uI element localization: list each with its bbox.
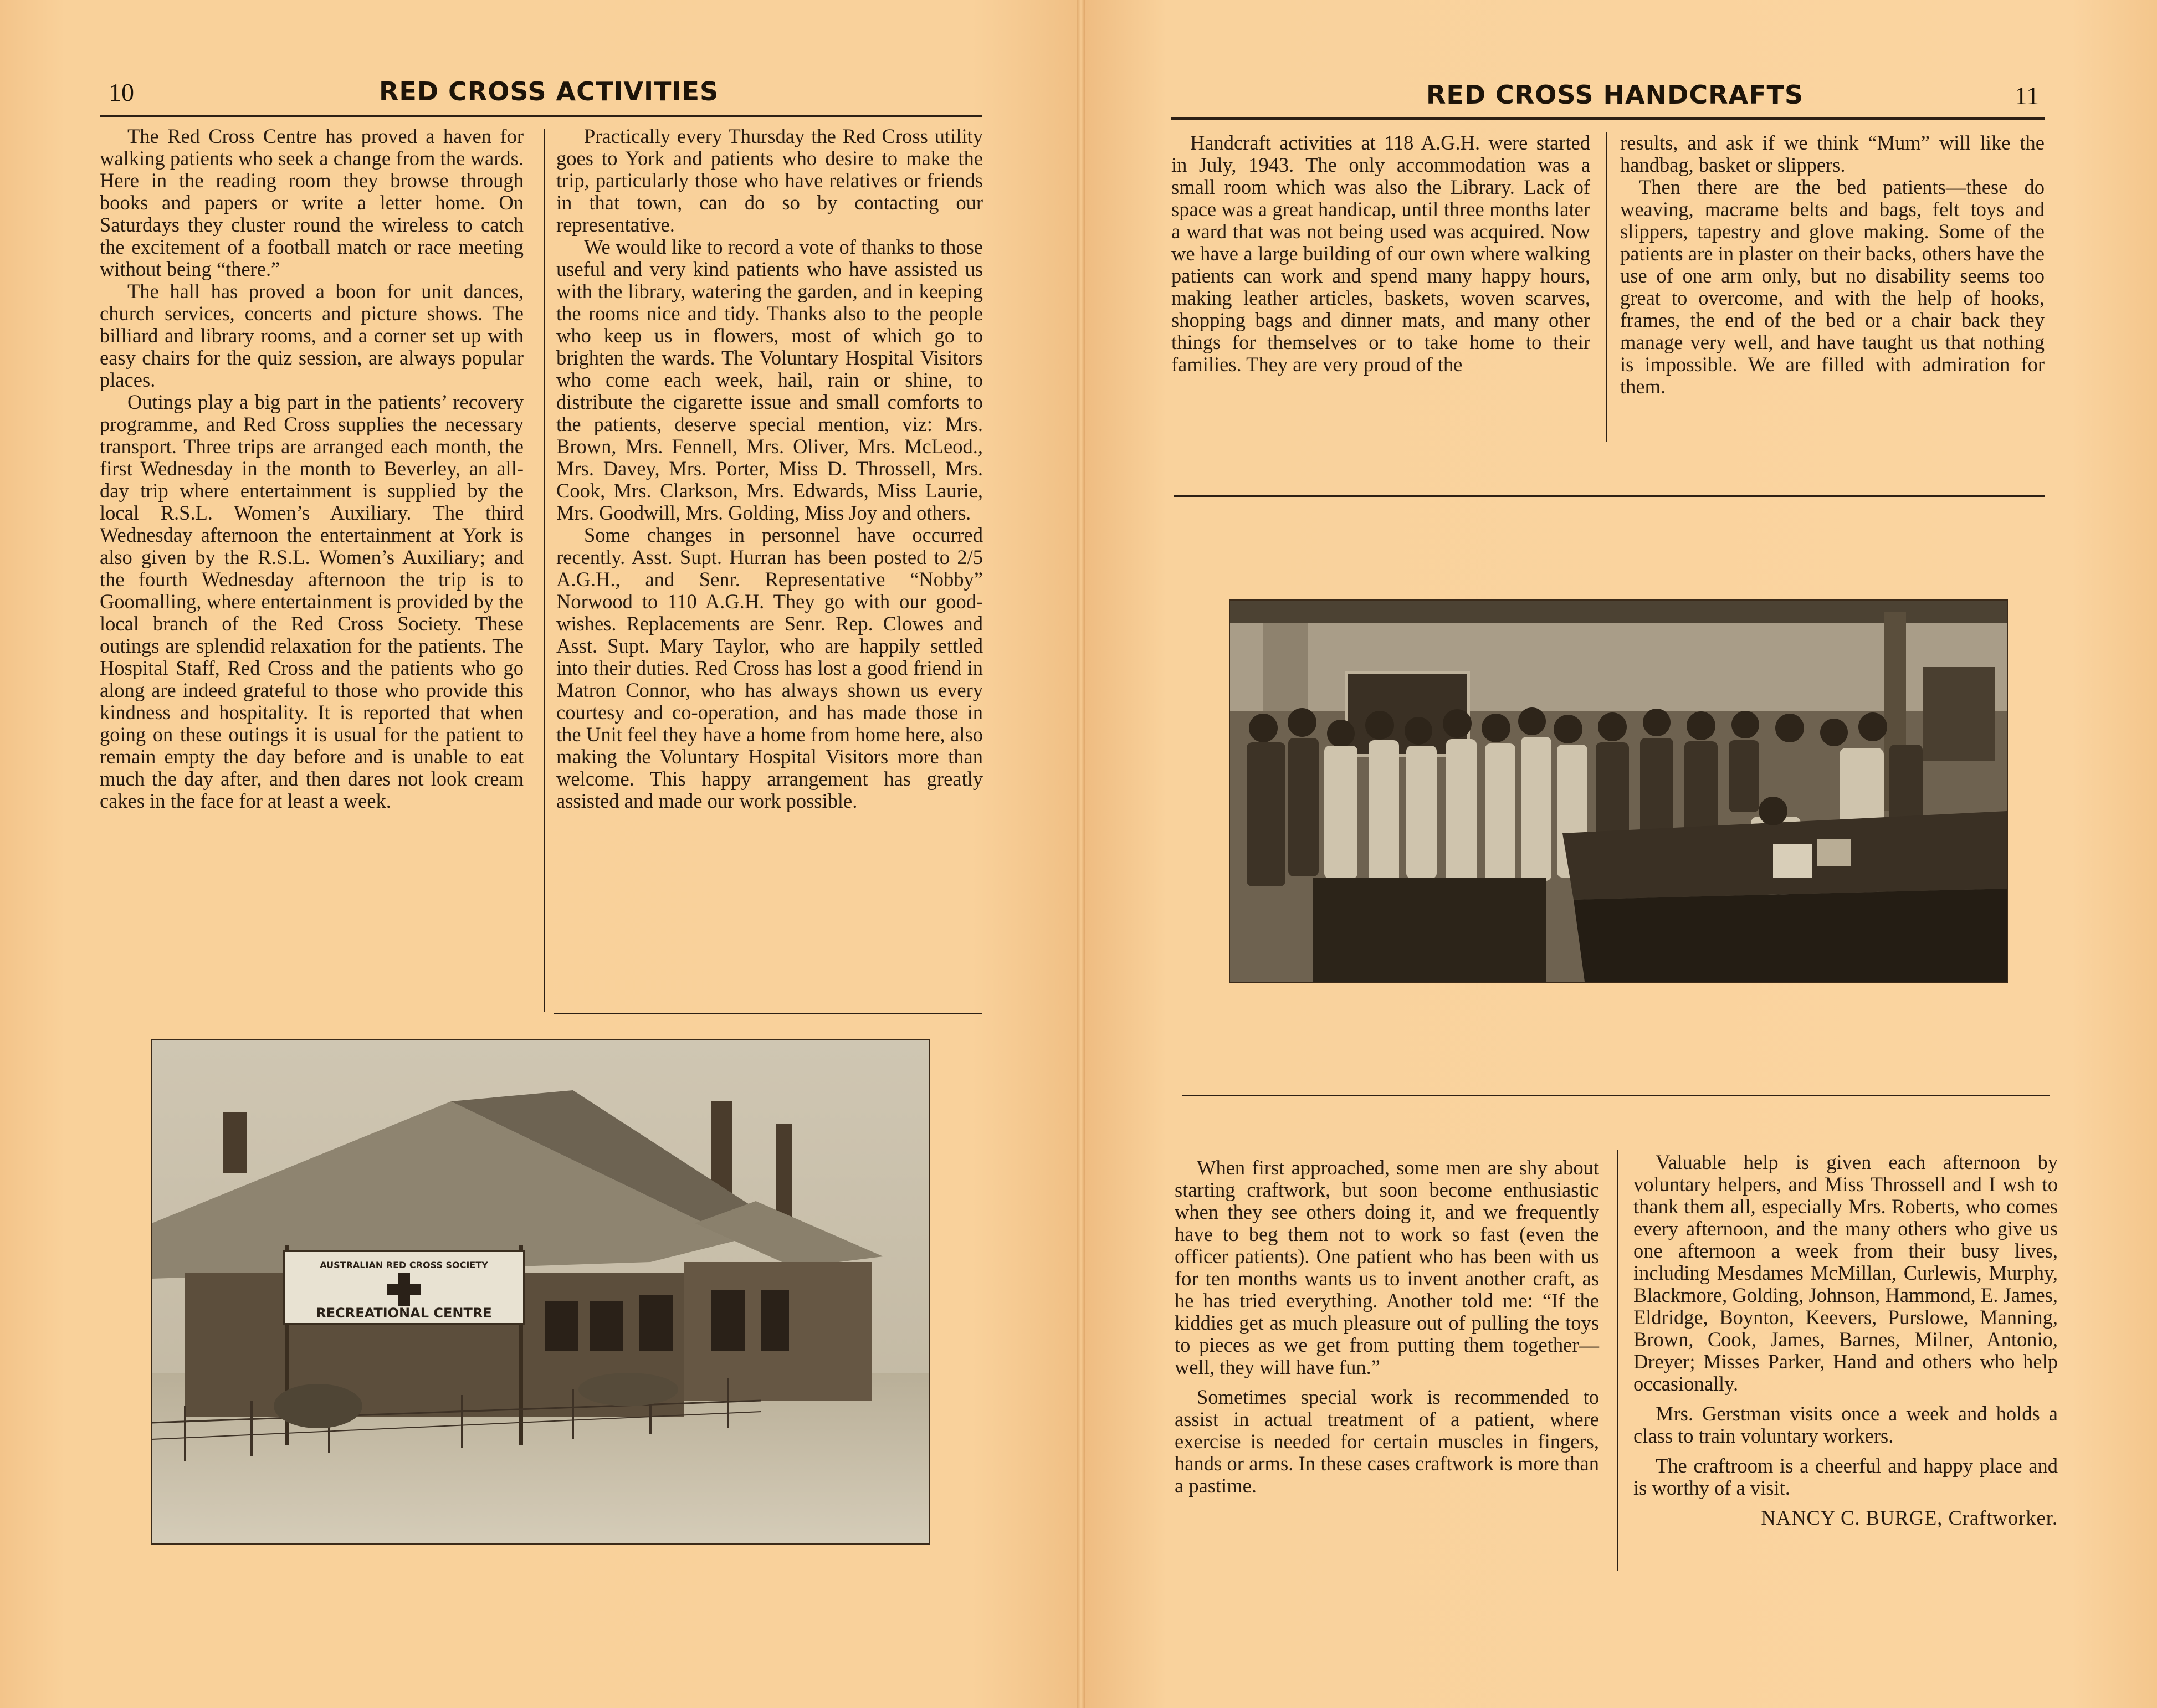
- paragraph: The hall has proved a boon for unit dances, church services, concerts and picture shows. The billiard and library rooms, and a corner set up with easy chairs for the quiz session, are always popular places.: [100, 280, 524, 391]
- article-column-right-bottom-2: [1633, 1151, 2058, 1529]
- paragraph: The Red Cross Centre has proved a haven for walking patients who seek a change from the wards. Here in the reading room they browse through books and papers or write a letter home. On Saturdays they cluster round the wireless to catch the excitement of a football match or race meeting without being “there.”: [100, 125, 524, 280]
- craftroom-group-photo: [1229, 599, 2008, 983]
- section-rule-right-top: [1174, 495, 2045, 497]
- paragraph: Sometimes special work is recommended to assist in actual treatment of a patient, where exercise is needed for certain muscles in fingers, hands or arms. In these cases craftwork is more than a pastime.: [1175, 1386, 1599, 1497]
- heading-right: RED CROSS HANDCRAFTS: [1426, 80, 1804, 110]
- paragraph: Handcraft activities at 118 A.G.H. were started in July, 1943. The only accommodation was a small room which was also the Library. Lack of space was a great handicap, until three months later a ward that was not being used was acquired. Now we have a large building of our own where walking patients can work and spend many happy hours, making leather articles, baskets, woven scarves, shopping bags and dinner mats, and many other things for themselves or to take home to their families. They are very proud of the: [1171, 131, 1590, 376]
- article-column-right-top-1: [1171, 132, 1590, 376]
- paragraph: Some changes in personnel have occurred recently. Asst. Supt. Hurran has been posted to 2/5 A.G.H., and Senr. Representative “Nobby” Norwood to 110 A.G.H. They go with our good-wishes. Replacements are Senr. Rep. Clowes and Asst. Supt. Mary Taylor, who are happily settled into their duties. Red Cross has lost a good friend in Matron Connor, who has always shown us every courtesy and co-operation, and has made those in the Unit feel they have a home from home here, also making the Voluntary Hospital Visitors more than welcome. This happy arrangement has greatly assisted and made our work possible.: [556, 524, 983, 812]
- paragraph: When first approached, some men are shy about starting craftwork, but soon become enthusiastic when they see others doing it, and we frequently have to beg them not to work so fast (even the officer patients). One patient who has been with us for ten months wants us to invent another craft, as he has tried everything. Another told me: “If the kiddies get as much pleasure out of pulling the toys to pieces as we get from putting them together—well, they will have fun.”: [1175, 1156, 1599, 1378]
- book-spine: [1077, 0, 1085, 1708]
- column-divider-right-top: [1606, 132, 1607, 442]
- column-divider-left: [544, 129, 545, 1012]
- paragraph: We would like to record a vote of thanks to those useful and very kind patients who have assisted us with the library, watering the garden, and in keeping the rooms nice and tidy. Thanks also to the people who keep us in flowers, most of which go to brighten the wards. The Voluntary Hospital Visitors who come each week, hail, rain or shine, to distribute the cigarette issue and small comforts to the patients, deserve special mention, viz: Mrs. Brown, Mrs. Fennell, Mrs. Oliver, Mrs. McLeod., Mrs. Davey, Mrs. Porter, Miss D. Throssell, Mrs. Cook, Mrs. Clarkson, Mrs. Edwards, Miss Laurie, Mrs. Goodwill, Mrs. Golding, Miss Joy and others.: [556, 235, 983, 524]
- page-number-right: 11: [2015, 81, 2040, 110]
- paragraph: Mrs. Gerstman visits once a week and holds a class to train voluntary workers.: [1633, 1402, 2058, 1447]
- article-column-right-top-2: [1620, 132, 2045, 398]
- header-rule-right: [1171, 117, 2045, 120]
- page-number-left: 10: [109, 78, 134, 106]
- heading-left: RED CROSS ACTIVITIES: [379, 76, 719, 106]
- recreational-centre-photo: [151, 1039, 930, 1545]
- paragraph: Valuable help is given each afternoon by voluntary helpers, and Miss Throssell and I wsh to thank them all, especially Mrs. Roberts, who comes every afternoon, and the many others who give us one afternoon a week from their busy lives, including Mesdames McMillan, Curlewis, Murphy, Blackmore, Golding, Johnson, Hammond, E. James, Eldridge, Boynton, Keevers, Purslowe, Manning, Brown, Cook, James, Barnes, Milner, Antonio, Dreyer; Misses Parker, Hand and others who help occasionally.: [1633, 1151, 2058, 1395]
- header-rule-left: [100, 115, 982, 117]
- column-divider-right-bottom: [1617, 1150, 1618, 1571]
- paragraph: Practically every Thursday the Red Cross utility goes to York and patients who desire to make the trip, particularly those who have relatives or friends in that town, can do so by contacting our representative.: [556, 125, 983, 236]
- sign-line-2: RECREATIONAL CENTRE: [316, 1305, 492, 1321]
- article-column-right-bottom-1: [1175, 1157, 1599, 1497]
- section-rule-right-bottom: [1182, 1095, 2050, 1096]
- article-column-left-2: [556, 125, 983, 812]
- sign-line-1: AUSTRALIAN RED CROSS SOCIETY: [320, 1260, 488, 1270]
- paragraph: Outings play a big part in the patients’ recovery programme, and Red Cross supplies the necessary transport. Three trips are arranged each month, the first Wednesday in the month to Beverley, an all-day trip where entertainment is supplied by the local R.S.L. Women’s Auxiliary. The third Wednesday afternoon the entertainment at York is also given by the R.S.L. Women’s Auxiliary; and the fourth Wednesday afternoon the trip is to Goomalling, where entertainment is provided by the local branch of the Red Cross Society. These outings are splendid relaxation for the patients. The Hospital Staff, Red Cross and the patients who go along are indeed grateful to those who provide this kindness and hospitality. It is reported that when going on these outings it is usual for the patient to remain empty the day before and is unable to eat much the day after, and then dares not look cream cakes in the face for at least a week.: [100, 391, 524, 812]
- paragraph: Then there are the bed patients—these do weaving, macrame belts and bags, felt toys and slippers, tapestry and glove making. Some of the patients are in plaster on their backs, others have the use of one arm only, but no disability seems too great to overcome, and with the help of hooks, frames, the end of the bed or a chair back they manage very well, and have taught us that nothing is impossible. We are filled with admiration for them.: [1620, 176, 2045, 398]
- paragraph: The craftroom is a cheerful and happy place and is worthy of a visit.: [1633, 1454, 2058, 1499]
- author-signature: NANCY C. BURGE, Craftworker.: [1761, 1506, 2058, 1529]
- paragraph: results, and ask if we think “Mum” will like the handbag, basket or slippers.: [1620, 131, 2045, 176]
- article-column-left-1: [100, 125, 524, 812]
- column-end-rule-left: [554, 1013, 982, 1014]
